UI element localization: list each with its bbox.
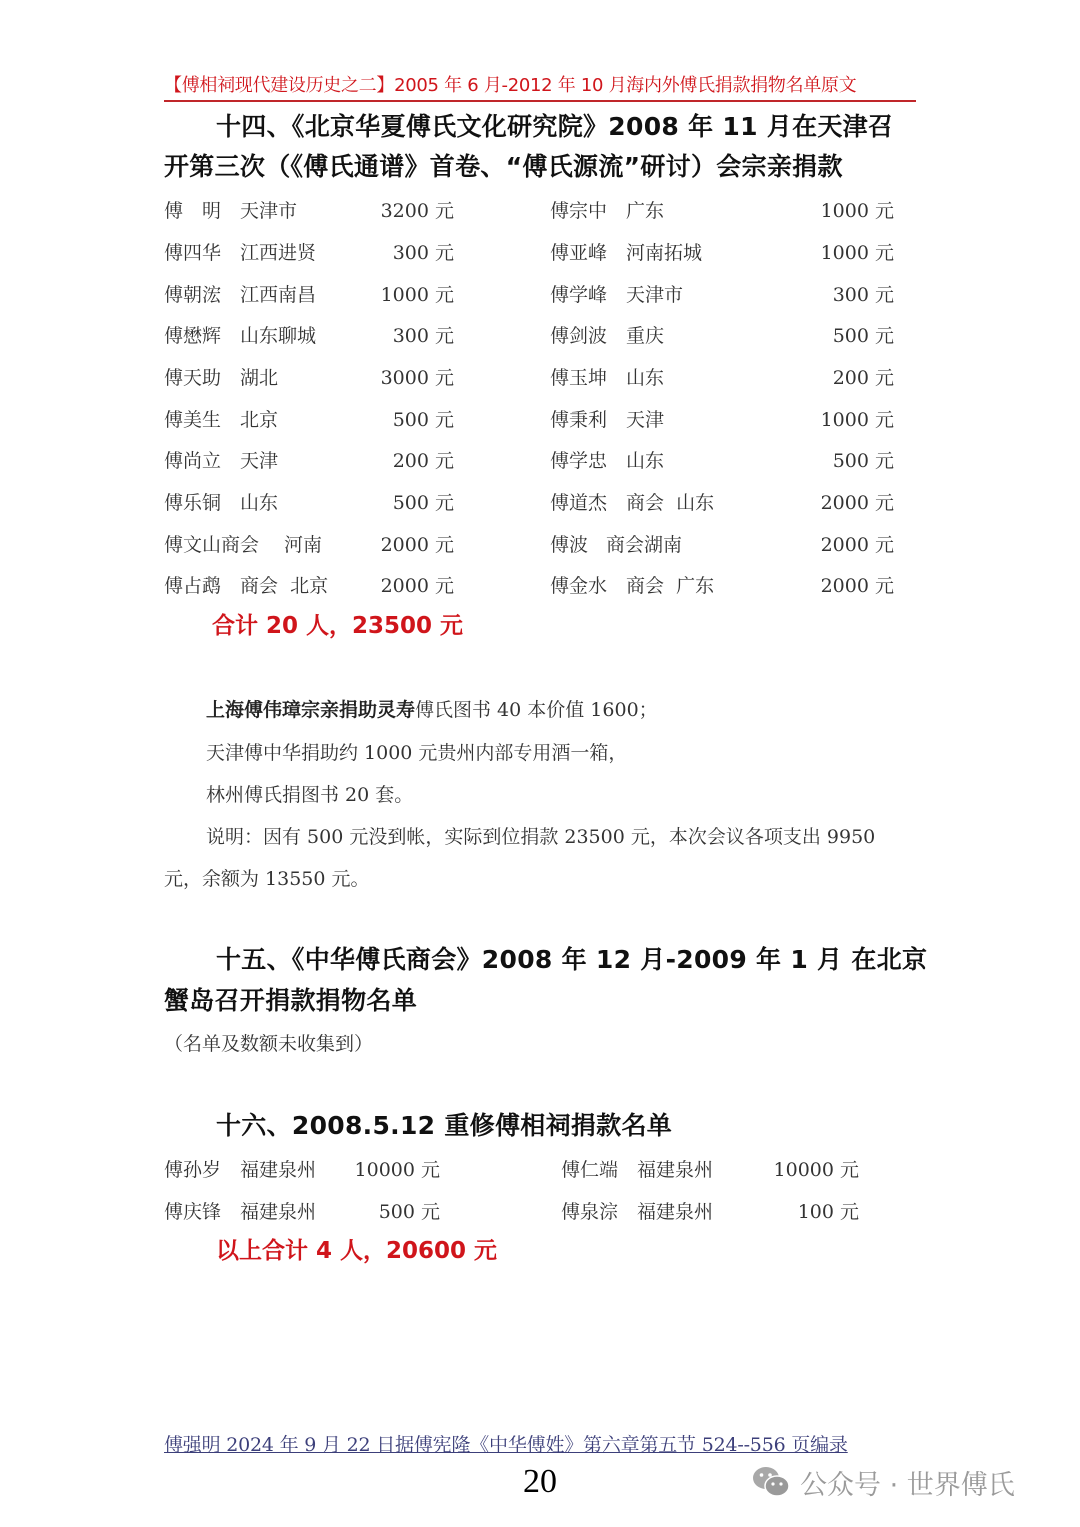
donor-place: 商会 广东: [626, 575, 715, 597]
note-line-5: 元，余额为 13550 元。: [164, 868, 370, 890]
note-line-1-rest: 傅氏图书 40 本价值 1600；: [415, 699, 658, 721]
donor-name: 傅宗中: [550, 200, 608, 222]
donor-place: 山东: [626, 450, 665, 472]
donor-name: 傅学忠: [550, 450, 608, 472]
donor-place: 商会湖南: [606, 534, 683, 556]
donor-amount: 2000 元: [380, 575, 454, 597]
wechat-watermark: [752, 1464, 1015, 1500]
donor-amount: 2000 元: [380, 534, 454, 556]
section-14-heading-line2: 开第三次（《傅氏通谱》首卷、“傅氏源流”研讨）会宗亲捐款: [164, 152, 843, 181]
donor-place: 商会 北京: [240, 575, 329, 597]
donor-place: 福建泉州: [240, 1201, 317, 1223]
donor-place: 山东: [240, 492, 279, 514]
note-line-3: 林州傅氏捐图书 20 套。: [206, 784, 414, 806]
donor-amount: 500 元: [378, 1201, 440, 1223]
donor-place: 广东: [626, 200, 665, 222]
donor-amount: 300 元: [392, 325, 454, 347]
donor-place: 江西南昌: [240, 284, 317, 306]
donor-name: 傅占鹉: [164, 575, 222, 597]
donor-place: 天津市: [626, 284, 684, 306]
donor-name: 傅道杰: [550, 492, 608, 514]
donor-amount: 500 元: [832, 450, 894, 472]
section-15-note: （名单及数额未收集到）: [164, 1033, 374, 1055]
donor-amount: 2000 元: [820, 575, 894, 597]
donor-name: 傅学峰: [550, 284, 608, 306]
note-line-2: 天津傅中华捐助约 1000 元贵州内部专用酒一箱，: [206, 742, 628, 764]
donor-amount: 1000 元: [380, 284, 454, 306]
section-16-total: 以上合计 4 人，20600 元: [216, 1238, 498, 1264]
note-line-1: [206, 697, 658, 723]
donor-place: 湖北: [240, 367, 279, 389]
wechat-icon: [752, 1466, 790, 1498]
donor-amount: 300 元: [832, 284, 894, 306]
donor-amount: 3000 元: [380, 367, 454, 389]
donor-place: 江西进贤: [240, 242, 317, 264]
section-15-heading-line1: 十五、《中华傅氏商会》2008 年 12 月-2009 年 1 月 在北京: [216, 945, 928, 974]
watermark-text: 公众号 · 世界傅氏: [800, 1469, 1015, 1501]
donor-name: 傅懋辉: [164, 325, 222, 347]
donor-place: 福建泉州: [240, 1159, 317, 1181]
donor-place: 河南拓城: [626, 242, 703, 264]
donor-name: 傅剑波: [550, 325, 608, 347]
donor-amount: 1000 元: [820, 409, 894, 431]
page-number: 20: [523, 1463, 557, 1500]
note-line-1-bold: 上海傅伟璋宗亲捐助灵寿: [206, 699, 416, 721]
donor-name: 傅亚峰: [550, 242, 608, 264]
donor-name: 傅乐铜: [164, 492, 222, 514]
donor-name: 傅波: [550, 534, 589, 556]
donor-amount: 500 元: [832, 325, 894, 347]
section-14-heading-line1: 十四、《北京华夏傅氏文化研究院》2008 年 11 月在天津召: [216, 112, 894, 141]
donor-name: 傅朝浤: [164, 284, 222, 306]
donor-name: 傅玉坤: [550, 367, 608, 389]
section-14-total: 合计 20 人，23500 元: [212, 613, 464, 639]
note-line-4: 说明：因有 500 元没到帐，实际到位捐款 23500 元，本次会议各项支出 9950: [206, 826, 876, 848]
donor-amount: 3200 元: [380, 200, 454, 222]
donor-place: 福建泉州: [637, 1201, 714, 1223]
donor-amount: 100 元: [797, 1201, 859, 1223]
donor-amount: 200 元: [832, 367, 894, 389]
donor-place: 北京: [240, 409, 279, 431]
donor-name: 傅天助: [164, 367, 222, 389]
donor-amount: 1000 元: [820, 200, 894, 222]
donor-amount: 2000 元: [820, 534, 894, 556]
donor-place: 天津: [240, 450, 279, 472]
donor-name: 傅泉淙: [561, 1201, 619, 1223]
donor-place: 天津市: [240, 200, 298, 222]
footer-source-link[interactable]: 傅强明 2024 年 9 月 22 日据傅宪隆《中华傅姓》第六章第五节 524--556 页编录: [164, 1434, 848, 1456]
donor-amount: 10000 元: [354, 1159, 440, 1181]
donor-place: 山东: [626, 367, 665, 389]
donor-amount: 500 元: [392, 492, 454, 514]
donor-name: 傅孙岁: [164, 1159, 222, 1181]
donor-amount: 2000 元: [820, 492, 894, 514]
donor-place: 福建泉州: [637, 1159, 714, 1181]
donor-name: 傅文山商会: [164, 534, 260, 556]
donor-amount: 500 元: [392, 409, 454, 431]
donor-name: 傅四华: [164, 242, 222, 264]
donor-place: 重庆: [626, 325, 665, 347]
donor-amount: 10000 元: [773, 1159, 859, 1181]
donor-amount: 1000 元: [820, 242, 894, 264]
donor-name: 傅仁端: [561, 1159, 619, 1181]
donor-place: 河南: [284, 534, 323, 556]
donor-name: 傅庆锋: [164, 1201, 222, 1223]
document-header-title: 【傅相祠现代建设历史之二】2005 年 6 月-2012 年 10 月海内外傅氏捐款捐物名单原文: [164, 74, 916, 102]
donor-place: 天津: [626, 409, 665, 431]
donor-name: 傅尚立: [164, 450, 222, 472]
donor-place: 商会 山东: [626, 492, 715, 514]
donor-name: 傅美生: [164, 409, 222, 431]
donor-name: 傅秉利: [550, 409, 608, 431]
donor-amount: 300 元: [392, 242, 454, 264]
donor-amount: 200 元: [392, 450, 454, 472]
section-15-heading-line2: 蟹岛召开捐款捐物名单: [164, 986, 418, 1015]
donor-name: 傅 明: [164, 200, 222, 222]
donor-name: 傅金水: [550, 575, 608, 597]
donor-place: 山东聊城: [240, 325, 317, 347]
section-16-heading: 十六、2008.5.12 重修傅相祠捐款名单: [216, 1111, 673, 1140]
